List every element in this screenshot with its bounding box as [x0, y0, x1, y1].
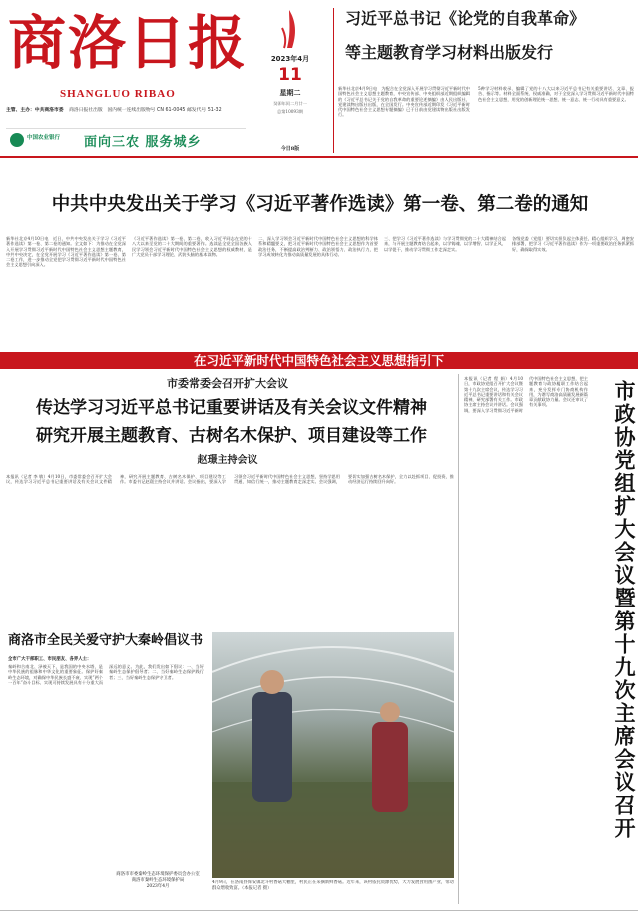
lead-col-2: 《习近平著作选读》第一卷、第二卷，收入习近平同志在党的十八大以来至党的二十大期间的重要著作。选读是全党全国各族人民学习领会习近平新时代中国特色社会主义思想的权威教材，是广大党员干部学习理论、武装头脑的基本读物。: [132, 236, 252, 257]
theme-banner: [0, 352, 638, 369]
date-year-month: 2023年4月: [270, 55, 310, 63]
codes-text: 商洛日报社出版 国内统一连续出版物号 CN 61-0045 邮发代号 51-32: [69, 108, 222, 113]
cppcc-body: 本报讯（记者 程 娟）4月10日，市政协党组召开扩大会议暨第十九次主席会议，传达学习习近平总书记重要讲话和有关会议精神，研究部署有关工作。市政协主席主持会议并讲话。会议强调，要深入学习贯彻习近平新时代中国特色社会主义思想，把主题教育与政协履职工作结合起来，充分发挥专门协商机构作用，为谱写商洛高质量发展新篇章贡献政协力量。会议还审议了有关事项。: [464, 376, 588, 413]
council-title-2[interactable]: 研究开展主题教育、古树名木保护、项目建设等工作: [36, 426, 427, 446]
lead-col-5: 各级党委（党组）要切实担负起主体责任，精心组织学习，周密安排部署，把学习《习近平著作选读》作为一项重要政治任务抓紧抓好，确保取得实效。: [512, 236, 634, 252]
proposal-signer-2: 商洛市秦岭生态环境保护局: [131, 878, 185, 883]
council-kicker: 市委常委会召开扩大会议: [167, 377, 288, 390]
greenhouse-frame-icon: [212, 632, 454, 878]
date-pages: 今日8版: [280, 146, 300, 152]
date-issue: 总第10093期: [277, 109, 303, 114]
proposal-signer-1: 商洛市市委秦岭生态环境保护委员会办公室: [116, 872, 200, 877]
lead-headline[interactable]: 中共中央发出关于学习《习近平著作选读》第一卷、第二卷的通知: [51, 194, 589, 215]
masthead: [0, 0, 638, 160]
masthead-pinyin: SHANGLUO RIBAO: [60, 88, 176, 100]
council-byline: 赵璟主持会议: [197, 455, 258, 466]
date-divider: [333, 8, 334, 153]
bottom-rule: [0, 910, 638, 911]
lead-col-3: 二、深入学习领会习近平新时代中国特色社会主义思想的科学体系和精髓要义，把习近平新时代中国特色社会主义思想作为首要政治任务，不断提高政治判断力、政治领悟力、政治执行力，把学习成效转化为推动高质量发展的具体行动。: [258, 236, 378, 257]
cppcc-divider: [458, 374, 459, 904]
cppcc-title[interactable]: 市政协党组扩大会议暨第十九次主席会议召开: [612, 380, 636, 840]
proposal-body: 秦岭和合南北、泽被天下，是我国的中央水塔，是中华民族的祖脉和中华文化的重要象征。保护好秦岭生态环境，对确保中华民族长盛不衰、实现“两个一百年”奋斗目标、实现可持续发展具有十分重大而深远的意义。为此，我们发出如下倡议：一、当好秦岭生态保护倡导者；二、当好秦岭生态保护践行者；三、当好秦岭生态保护守卫者。: [8, 664, 204, 685]
masthead-rule: [0, 156, 638, 158]
bank-slogan: 面向三农 服务城乡: [84, 135, 202, 150]
sponsor-text: 主管、主办：中共商洛市委: [6, 108, 64, 113]
date-block: [250, 8, 330, 153]
bank-ad[interactable]: [6, 128, 246, 152]
bank-name: 中国农业银行: [27, 135, 61, 141]
date-lunar: 癸卯年闰二月廿一: [273, 101, 307, 106]
news-photo[interactable]: [212, 632, 454, 878]
date-weekday: 星期二: [279, 89, 301, 97]
top-story-title-1[interactable]: 习近平总书记《论党的自我革命》: [345, 9, 586, 28]
masthead-title: 商洛日报: [8, 9, 249, 77]
proposal-signature: [108, 872, 208, 890]
top-story-body-2: 5种学习材料收录、编辑了党的十八大以来习近平总书记有关重要讲话、文章、报告、指示等。材料全面系统、权威准确，对于全党深入学习贯彻习近平新时代中国特色社会主义思想，用党的创新理论统一思想、统一意志、统一行动具有重要意义。: [478, 86, 634, 102]
proposal-greeting: 全市广大干部职工、市民朋友、各界人士：: [8, 657, 92, 662]
council-body: 本报讯（记者 李 敏）4月10日，市委常委会召开扩大会议，传达学习习近平总书记重要讲话及有关会议文件精神，研究开展主题教育、古树名木保护、项目建设等工作。市委书记赵璟主持会议并讲话。会议指出，要深入学习领会习近平新时代中国特色社会主义思想，坚持学思用贯通、知信行统一，推动主题教育走深走实。会议强调，要切实加强古树名木保护，全力以赴抓项目、促投资，推动经济运行持续回升向好。: [6, 474, 454, 485]
lead-col-1: 新华社北京4月10日电 近日，中共中央发出关于学习《习近平著作选读》第一卷、第二卷的通知。全文如下：为推动在全党深入开展学习贯彻习近平新时代中国特色社会主义思想主题教育，中共中央决定，在全党开展学习《习近平著作选读》第一卷、第二卷工作，进一步推动全党把学习贯彻习近平新时代中国特色社会主义思想引向深入。: [6, 236, 126, 268]
banner-text: 在习近平新时代中国特色社会主义思想指引下: [193, 353, 444, 368]
proposal-title[interactable]: 商洛市全民关爱守护大秦岭倡议书: [8, 633, 204, 648]
date-day: 11: [278, 65, 302, 85]
top-story-body: 新华社北京4月9日电 为配合在全党深入开展学习贯彻习近平新时代中国特色社会主义思想主题教育，中央宣传部、中央组织部近期组织编辑的《习近平总书记关于党的自我革命的重要论述摘编》由人民出版社、党建读物出版社出版，在全国发行。中央宣传部近期印发《习近平新时代中国特色社会主义思想专题摘编》已于日前由党建读物出版社出版发行。: [338, 86, 470, 118]
crane-logo-icon: [274, 8, 304, 52]
lead-col-4: 三、把学习《习近平著作选读》与学习贯彻党的二十大精神结合起来，与开展主题教育结合起来，以学铸魂、以学增智、以学正风、以学促干，推动学习贯彻工作走深走实。: [384, 236, 506, 252]
proposal-date: 2023年4月: [146, 884, 170, 889]
council-title-1[interactable]: 传达学习习近平总书记重要讲话及有关会议文件精神: [36, 398, 427, 418]
photo-caption: 4月9日，在洛南县保安镇北斗村香菇大棚里，村民正在采摘新鲜香菇。近年来，该村依托资源优势，大力发展食用菌产业，带动群众增收致富。（本报记者 摄）: [212, 880, 454, 891]
top-story-title-2[interactable]: 等主题教育学习材料出版发行: [345, 43, 554, 62]
abc-logo-icon: [10, 133, 24, 147]
